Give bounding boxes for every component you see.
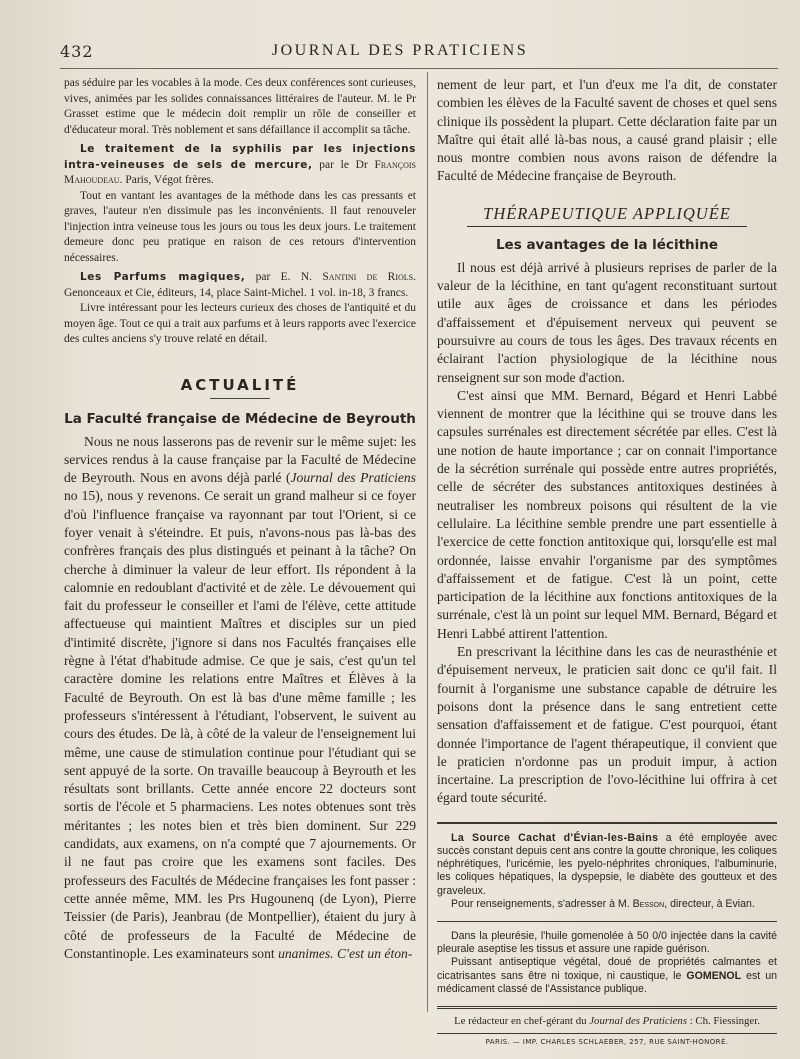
lecithine-paragraph-3: En prescrivant la lécithine dans les cas de neurasthénie et d'épuisement nerveux, le praticien sait donc ce qu'il fait. Il fournit à l'organisme une substance capable de détruire les poisons dont la présence dans le sang entretient cette sensation d'affaissement et de fatigue. C'est pourquoi, étant donnée l'importance de l'agent thérapeutique, il convient que le praticien n'ordonne pas un produit impur, à action incertaine. La prescription de l'ovo-lécithine lui offrira à cet égard toute sécurité. bbox=[437, 644, 777, 806]
page-number: 432 bbox=[60, 42, 94, 61]
evian-contact-b: , directeur, à Evian. bbox=[664, 897, 755, 910]
continuation-text: nement de leur part, et l'un d'eux me l'a dit, de constater combien les élèves de la Faculté savent de choses et quel sens clinique ils possèdent la plupart. Cette déclaration faite par un Maître qui était allé là-bas nous, a causé grand plaisir ; elle nous montre combien nous avons raison de défendre la Faculté de Médecine française de Beyrouth. bbox=[437, 77, 777, 184]
evian-contact-name: Besson bbox=[632, 897, 665, 910]
advertisement-evian bbox=[437, 822, 777, 911]
parfums-lead: Les Parfums magiques, bbox=[80, 271, 246, 283]
syphilis-lead: Le traitement de la syphilis par les injections intra-veineuses de sels de mercure, bbox=[64, 143, 416, 171]
editor-line bbox=[437, 1006, 777, 1027]
review-syphilis-body: Tout en vantant les avantages de la méthode dans les cas pressants et graves, l'auteur n'en dissimule pas les inconvénients. Il faut renouveler l'injection intra veineuse tous les jours ou tous les deux jours. Le traitement demeure donc peu pratique en raison de ces retours d'intervention nécessaires. bbox=[64, 189, 416, 264]
therapeutique-rule bbox=[467, 226, 747, 227]
printer-line: PARIS. — IMP. CHARLES SCHLAEBER, 257, RUE SAINT-HONORÉ. bbox=[437, 1033, 777, 1046]
review-syphilis-heading bbox=[64, 142, 416, 189]
editor-journal: Journal des Praticiens bbox=[589, 1014, 688, 1027]
evian-contact bbox=[437, 898, 777, 911]
review-parfums-body: Livre intéressant pour les lecteurs curieux des choses de l'antiquité et du moyen âge. Tout ce qui a trait aux parfums et à leurs rapports avec l'exercice des cultes anciens s'y trouve relaté en détail. bbox=[64, 302, 416, 345]
article-title: La Faculté française de Médecine de Beyrouth bbox=[64, 410, 416, 427]
review-parfums-heading bbox=[64, 270, 416, 301]
section-title: ACTUALITÉ bbox=[180, 375, 300, 394]
syphilis-pub: . Paris, Végot frères. bbox=[119, 174, 214, 186]
syphilis-author: François Mahoudeau bbox=[64, 158, 416, 186]
article-body bbox=[64, 433, 416, 964]
syphilis-by: par le Dr bbox=[312, 158, 375, 171]
advertisement-gomenol bbox=[437, 921, 777, 996]
article-continuation bbox=[437, 76, 777, 186]
gomenol-text-1: Dans la pleurésie, l'huile gomenolée à 50 0/0 injectée dans la cavité pleurale aseptise les tissus et assure une rapide guérison. bbox=[437, 929, 777, 956]
right-column bbox=[437, 76, 777, 1046]
review-intro: pas séduire par les vocables à la mode. Ces deux conférences sont curieuses, vives, animées par les solides connaissances littéraires de l'auteur. M. le Pr Grasset estime que le médecin doit remplir un rôle de conseiller et d'éducateur moral. Très noblement et sans défaillance il accomplit sa tâche. bbox=[64, 77, 416, 136]
section-rule bbox=[210, 398, 270, 399]
parfums-author: Santini de Riols bbox=[322, 271, 414, 283]
evian-text bbox=[437, 832, 777, 898]
therapeutique-title: THÉRAPEUTIQUE APPLIQUÉE bbox=[483, 203, 731, 223]
gomenol-text-b: est un médicament classé de l'Assistance publique. bbox=[437, 969, 777, 995]
article-text-c: unanimes. C'est un éton- bbox=[278, 945, 413, 961]
parfums-by: par E. N. bbox=[245, 271, 323, 283]
lecithine-paragraph-1: Il nous est déjà arrivé à plusieurs reprises de parler de la valeur de la lécithine, en tant qu'agent reconstituant surtout utile aux âges de croissance et dans les périodes d'affaissement et d'épuisement nerveux qui peuvent se poursuivre au cours de tous les âges. Des travaux récents en éclairant l'action physiologique de la lécithine nous renseignent sur son mode d'action. bbox=[437, 259, 777, 385]
lecithine-body bbox=[437, 259, 777, 808]
editor-text-a: Le rédacteur en chef-gérant du bbox=[454, 1014, 590, 1027]
column-divider bbox=[427, 72, 428, 1012]
evian-contact-a: Pour renseignements, s'adresser à M. bbox=[451, 897, 633, 910]
article-text-a: Nous ne nous lasserons pas de revenir sur le même sujet: les services rendus à la cause française par la Faculté de Médecine de Beyrouth. Nous en avons déjà parlé ( bbox=[64, 433, 416, 486]
gomenol-text-a: Puissant antiseptique végétal, doué de propriétés calmantes et cicatrisantes sans être ni toxique, ni caustique, le bbox=[437, 956, 777, 982]
lecithine-title: Les avantages de la lécithine bbox=[495, 236, 719, 253]
gomenol-brand: GOMENOL bbox=[686, 969, 742, 982]
left-column bbox=[64, 76, 416, 963]
lecithine-paragraph-2: C'est ainsi que MM. Bernard, Bégard et Henri Labbé viennent de montrer que la lécithine qui se trouve dans les capsules surrénales est directement sécrétée par elles. C'est là une notion de haute importance ; car on connait l'importance de la sécrétion surrénale qui possède entre autres propriétés, celle de sécréter des substances antitoxiques destinées à neutraliser les nombreux poisons qui résultent de la vie cellulaire. La lécithine semble prendre une part essentielle à l'exercice de cette fonction antitoxique qui, lorsqu'elle est mal ordonnée, laisse envahir l'organisme par des symptômes d'affaissement et de fatigue. C'est là un point, cette participation de la lécithine aux fonctions antitoxiques de la surrénale, c'est là un point sur lequel MM. Bernard, Bégard et Henri Labbé attirent l'attention. bbox=[437, 387, 777, 641]
header-rule bbox=[60, 68, 778, 69]
gomenol-text-2 bbox=[437, 956, 777, 996]
article-text-b: no 15), nous y revenons. Ce serait un grand malheur si ce foyer d'où l'influence française va rayonnant par tout l'Orient, si ce foyer venait à s'éteindre. Et puis, n'avons-nous pas là-bas des confrères français des plus distingués et peinant à la tâche? On cherche à diminuer la valeur de leur effort. Ils répondent à la calomnie en redoublant d'activité et de zèle. Le dévouement qui fait du professeur le conseiller et l'ami de l'élève, cette attitude affectueuse qui maintient Maîtres et disciples sur un pied d'intimité discrète, j'ignore si dans nos Facultés françaises elle règne à l'état d'habitude admise. Ce que je sais, c'est qu'un tel caractère domine les relations entre Maîtres et Élèves à la Faculté de Beyrouth. On est là bas d'une même famille ; les professeurs s'intéressent à l'étudiant, l'observent, le suivent au cours des études. De là, à côté de la valeur de l'enseignement lui même, une cause de stimulation continue pour l'étudiant qui se sent appuyé de la sorte. On travaille beaucoup à Beyrouth et les résultats sont brillants. Cette année encore 22 docteurs sont sortis de l'école et 5 pharmaciens. Les notes obtenues sont très méritantes ; les notes bien et très bien dominent. Sur 229 candidats, aux examens, on n'a compté que 7 ajournements. Or il ne faut pas croire que les examens sont faciles. Des professeurs des Facultés de Médecine françaises les font passer : cette année même, MM. les Prs Hugounenq (de Lyon), Pierre Teissier (de Paris), Jeanbrau (de Montpellier), étaient du jury à côté de professeurs de la Faculté de Médecine de Constantinople. Les examinateurs sont bbox=[64, 488, 416, 961]
editor-text-b: : Ch. Fiessinger. bbox=[687, 1014, 760, 1027]
running-title: JOURNAL DES PRATICIENS bbox=[271, 42, 529, 59]
book-reviews bbox=[64, 76, 416, 348]
evian-lead: La Source Cachat d'Évian-les-Bains bbox=[451, 831, 659, 844]
evian-body: a été employée avec succès constant depuis cent ans contre la goutte chronique, les coliques néphrétiques, l'uricémie, les pyelo-néphrites chroniques, l'albuminurie, les coliques hépatiques, la dyspepsie, le diabète des goutteux et des graveleux. bbox=[437, 831, 778, 897]
parfums-pub: . Genonceaux et Cie, éditeurs, 14, place Saint-Michel. 1 vol. in-18, 3 francs. bbox=[64, 271, 416, 299]
journal-reference: Journal des Praticiens bbox=[290, 470, 416, 486]
article-paragraph bbox=[64, 433, 416, 964]
